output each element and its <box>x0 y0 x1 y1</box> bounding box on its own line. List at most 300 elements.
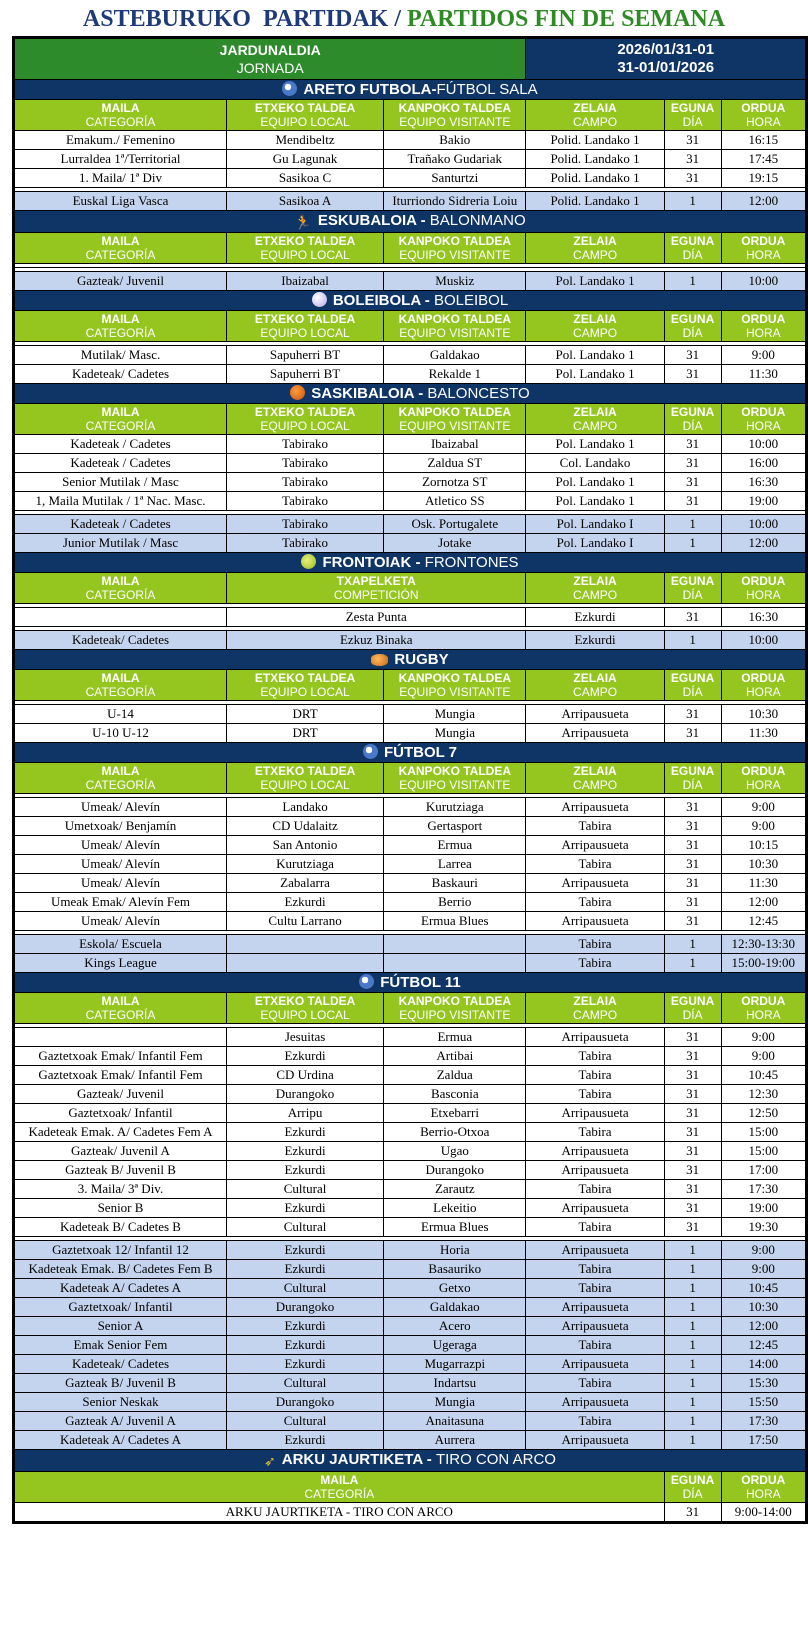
cell-hora: 14:00 <box>721 1355 806 1374</box>
col-visitante-eu: KANPOKO TALDEA <box>398 312 512 326</box>
cell-campo: Polid. Landako 1 <box>526 192 664 211</box>
cell-local: Ezkurdi <box>227 1161 384 1180</box>
col-hora-es: HORA <box>745 326 781 340</box>
col-hora-eu: ORDUA <box>741 312 786 326</box>
col-dia-eu: EGUNA <box>670 764 715 778</box>
col-campo <box>526 993 664 1024</box>
col-hora-eu: ORDUA <box>741 101 786 115</box>
table-row <box>14 1503 807 1523</box>
table-row <box>14 454 807 473</box>
cell-local: Cultural <box>227 1218 384 1237</box>
col-hora <box>721 311 806 342</box>
table-row <box>14 346 807 365</box>
cell-hora: 16:00 <box>721 454 806 473</box>
cell-visitante: Rekalde 1 <box>384 365 526 384</box>
table-row <box>14 169 807 188</box>
cell-dia: 31 <box>664 705 721 724</box>
cell-visitante: Zarautz <box>384 1180 526 1199</box>
cell-campo: Arripausueta <box>526 724 664 743</box>
cell-dia: 31 <box>664 1142 721 1161</box>
cell-hora: 12:00 <box>721 893 806 912</box>
col-hora-eu: ORDUA <box>741 994 786 1008</box>
col-hora-eu: ORDUA <box>741 234 786 248</box>
section-title-bold: ARETO FUTBOLA- <box>303 81 437 98</box>
cell-visitante: Zaldua ST <box>384 454 526 473</box>
cell-campo: Tabira <box>526 1047 664 1066</box>
col-dia-eu: EGUNA <box>670 671 715 685</box>
table-row <box>14 492 807 511</box>
cell-local: Landako <box>227 798 384 817</box>
table-row <box>14 272 807 291</box>
cell-hora: 17:45 <box>721 150 806 169</box>
cell-campo: Pol. Landako I <box>526 515 664 534</box>
col-hora <box>721 670 806 701</box>
col-dia-es: DÍA <box>682 326 703 340</box>
col-hora-es: HORA <box>745 1008 781 1022</box>
cell-campo: Pol. Landako 1 <box>526 492 664 511</box>
col-visitante <box>384 670 526 701</box>
col-campo-es: CAMPO <box>573 115 618 129</box>
cell-local: Arripu <box>227 1104 384 1123</box>
cell-maila <box>14 608 227 627</box>
col-local <box>227 670 384 701</box>
cell-maila: Kadeteak / Cadetes <box>14 435 227 454</box>
table-row <box>14 608 807 627</box>
col-visitante-es: EQUIPO VISITANTE <box>399 419 511 433</box>
cell-dia: 1 <box>664 954 721 973</box>
cell-campo: Arripausueta <box>526 1431 664 1450</box>
table-row <box>14 365 807 384</box>
cell-hora: 12:30 <box>721 1085 806 1104</box>
col-local <box>227 311 384 342</box>
section-title <box>14 291 807 311</box>
table-row <box>14 1279 807 1298</box>
jornada-dates <box>526 38 807 80</box>
cell-maila: ARKU JAURTIKETA - TIRO CON ARCO <box>14 1503 665 1523</box>
col-campo <box>526 670 664 701</box>
cell-dia: 31 <box>664 150 721 169</box>
cell-campo: Arripausueta <box>526 1317 664 1336</box>
col-visitante <box>384 404 526 435</box>
col-maila <box>14 404 227 435</box>
col-local-es: EQUIPO LOCAL <box>260 419 350 433</box>
table-row <box>14 1047 807 1066</box>
col-dia-es: DÍA <box>682 685 703 699</box>
cell-local: Ezkurdi <box>227 1123 384 1142</box>
col-dia <box>664 670 721 701</box>
col-campo <box>526 311 664 342</box>
table-row <box>14 150 807 169</box>
cell-visitante: Ermua <box>384 836 526 855</box>
jornada-label <box>14 38 526 80</box>
cell-maila: Gazteak/ Juvenil <box>14 1085 227 1104</box>
col-hora-eu: ORDUA <box>741 1473 786 1487</box>
table-row <box>14 515 807 534</box>
cell-hora: 9:00 <box>721 1241 806 1260</box>
cell-visitante: Ermua <box>384 1028 526 1047</box>
cell-visitante: Artibai <box>384 1047 526 1066</box>
col-campo-eu: ZELAIA <box>573 671 617 685</box>
cell-local: Tabirako <box>227 534 384 553</box>
cell-dia: 31 <box>664 1085 721 1104</box>
section-futbol11 <box>14 973 807 993</box>
section-title-bold: FRONTOIAK - <box>322 554 425 571</box>
cell-campo: Pol. Landako 1 <box>526 365 664 384</box>
col-campo-es: CAMPO <box>573 248 618 262</box>
cell-campo: Tabira <box>526 1180 664 1199</box>
section-title <box>14 650 807 670</box>
cell-dia: 1 <box>664 1336 721 1355</box>
col-competicion-eu: TXAPELKETA <box>336 574 416 588</box>
col-campo <box>526 763 664 794</box>
cell-dia: 31 <box>664 855 721 874</box>
cell-local: Ezkurdi <box>227 1241 384 1260</box>
cell-hora: 10:45 <box>721 1066 806 1085</box>
cell-campo: Tabira <box>526 855 664 874</box>
section-areto <box>14 80 807 100</box>
cell-maila: Umeak/ Alevín <box>14 874 227 893</box>
col-maila-eu: MAILA <box>101 234 140 248</box>
col-maila-eu: MAILA <box>101 574 140 588</box>
cell-maila: Kadeteak/ Cadetes <box>14 1355 227 1374</box>
cell-campo: Tabira <box>526 1085 664 1104</box>
cell-local <box>227 954 384 973</box>
cell-campo: Ezkurdi <box>526 631 664 650</box>
cell-hora: 9:00 <box>721 798 806 817</box>
cell-hora: 15:00 <box>721 1142 806 1161</box>
section-arku <box>14 1450 807 1472</box>
cell-campo: Arripausueta <box>526 1298 664 1317</box>
cell-dia: 1 <box>664 1393 721 1412</box>
col-local-es: EQUIPO LOCAL <box>260 248 350 262</box>
cell-maila: Emak Senior Fem <box>14 1336 227 1355</box>
col-hora <box>721 100 806 131</box>
archer-icon: ➶ <box>264 1453 276 1469</box>
section-title-bold: FÚTBOL 11 <box>380 974 461 991</box>
table-row <box>14 724 807 743</box>
cell-visitante: Ugao <box>384 1142 526 1161</box>
cell-hora: 10:30 <box>721 705 806 724</box>
header-row-futbol11 <box>14 993 807 1024</box>
cell-local: Ezkurdi <box>227 1047 384 1066</box>
cell-dia: 31 <box>664 346 721 365</box>
col-campo <box>526 233 664 264</box>
col-local-es: EQUIPO LOCAL <box>260 778 350 792</box>
cell-local: Gu Lagunak <box>227 150 384 169</box>
table-row <box>14 836 807 855</box>
cell-local <box>227 935 384 954</box>
cell-dia: 1 <box>664 192 721 211</box>
cell-dia: 31 <box>664 608 721 627</box>
cell-dia: 31 <box>664 893 721 912</box>
col-maila-eu: MAILA <box>101 405 140 419</box>
col-local <box>227 233 384 264</box>
cell-visitante: Ermua Blues <box>384 1218 526 1237</box>
table-row <box>14 534 807 553</box>
cell-competicion: Zesta Punta <box>227 608 526 627</box>
cell-visitante: Ugeraga <box>384 1336 526 1355</box>
cell-hora: 10:30 <box>721 855 806 874</box>
col-maila-es: CATEGORÍA <box>85 778 156 792</box>
cell-visitante: Kurutziaga <box>384 798 526 817</box>
col-dia-eu: EGUNA <box>670 994 715 1008</box>
table-row <box>14 131 807 150</box>
cell-local: Ezkurdi <box>227 1336 384 1355</box>
section-fronto <box>14 553 807 573</box>
jornada-row <box>14 38 807 80</box>
cell-maila: Gaztetxoak 12/ Infantil 12 <box>14 1241 227 1260</box>
col-local-eu: ETXEKO TALDEA <box>254 101 356 115</box>
col-hora <box>721 763 806 794</box>
section-title-bold: RUGBY <box>394 651 449 668</box>
cell-maila: 3. Maila/ 3ª Div. <box>14 1180 227 1199</box>
table-row <box>14 1123 807 1142</box>
table-row <box>14 798 807 817</box>
col-dia <box>664 993 721 1024</box>
cell-campo: Polid. Landako 1 <box>526 150 664 169</box>
section-title-bold: ESKUBALOIA - <box>317 212 430 229</box>
cell-maila: Gazteak B/ Juvenil B <box>14 1161 227 1180</box>
col-maila-es: CATEGORÍA <box>85 1008 156 1022</box>
cell-dia: 1 <box>664 1279 721 1298</box>
col-maila-es: CATEGORÍA <box>85 419 156 433</box>
title-partidos: PARTIDOS FIN DE SEMANA <box>407 6 726 32</box>
col-campo <box>526 573 664 604</box>
volleyball-icon <box>312 292 327 307</box>
col-campo-es: CAMPO <box>573 419 618 433</box>
cell-visitante: Jotake <box>384 534 526 553</box>
col-visitante-eu: KANPOKO TALDEA <box>398 234 512 248</box>
table-row <box>14 705 807 724</box>
cell-visitante: Mungia <box>384 724 526 743</box>
cell-visitante: Mungia <box>384 1393 526 1412</box>
cell-campo: Arripausueta <box>526 836 664 855</box>
cell-dia: 1 <box>664 935 721 954</box>
col-visitante-es: EQUIPO VISITANTE <box>399 1008 511 1022</box>
cell-hora: 12:00 <box>721 1317 806 1336</box>
soccer-ball-icon <box>363 744 378 759</box>
col-maila-eu: MAILA <box>101 312 140 326</box>
section-futbol7 <box>14 743 807 763</box>
col-dia-es: DÍA <box>682 778 703 792</box>
cell-local: Durangoko <box>227 1298 384 1317</box>
cell-dia: 31 <box>664 817 721 836</box>
cell-maila: Kadeteak A/ Cadetes A <box>14 1279 227 1298</box>
cell-campo: Pol. Landako 1 <box>526 272 664 291</box>
col-campo-eu: ZELAIA <box>573 101 617 115</box>
cell-maila: Senior Mutilak / Masc <box>14 473 227 492</box>
jornada-label-es: JORNADA <box>236 60 304 76</box>
col-dia-es: DÍA <box>682 248 703 262</box>
cell-dia: 31 <box>664 1161 721 1180</box>
table-row <box>14 1355 807 1374</box>
table-row <box>14 935 807 954</box>
cell-dia: 31 <box>664 435 721 454</box>
section-title <box>14 211 807 233</box>
col-hora-eu: ORDUA <box>741 574 786 588</box>
col-visitante-es: EQUIPO VISITANTE <box>399 778 511 792</box>
col-campo <box>526 404 664 435</box>
col-visitante-es: EQUIPO VISITANTE <box>399 115 511 129</box>
col-campo-es: CAMPO <box>573 326 618 340</box>
col-hora-es: HORA <box>745 419 781 433</box>
cell-visitante: Baskauri <box>384 874 526 893</box>
cell-dia: 1 <box>664 1241 721 1260</box>
schedule-table <box>12 36 808 1524</box>
section-title-normal: TIRO CON ARCO <box>435 1451 556 1468</box>
table-row <box>14 912 807 931</box>
cell-campo: Arripausueta <box>526 1355 664 1374</box>
cell-local: Cultural <box>227 1412 384 1431</box>
cell-dia: 1 <box>664 1298 721 1317</box>
cell-campo: Tabira <box>526 1412 664 1431</box>
cell-maila: Gaztetxoak Emak/ Infantil Fem <box>14 1047 227 1066</box>
cell-dia: 31 <box>664 365 721 384</box>
cell-maila: Umeak/ Alevín <box>14 855 227 874</box>
cell-maila: 1. Maila/ 1ª Div <box>14 169 227 188</box>
cell-visitante: Berrio <box>384 893 526 912</box>
cell-local: Jesuitas <box>227 1028 384 1047</box>
col-dia-eu: EGUNA <box>670 1473 715 1487</box>
cell-hora: 17:50 <box>721 1431 806 1450</box>
cell-local: Ezkurdi <box>227 1199 384 1218</box>
col-visitante <box>384 311 526 342</box>
cell-campo: Tabira <box>526 817 664 836</box>
jornada-dates-1: 2026/01/31-01 <box>617 41 715 58</box>
cell-maila: Umeak/ Alevín <box>14 912 227 931</box>
cell-local: Cultural <box>227 1279 384 1298</box>
cell-dia: 31 <box>664 1104 721 1123</box>
section-title <box>14 384 807 404</box>
cell-campo: Tabira <box>526 1260 664 1279</box>
cell-dia: 1 <box>664 1260 721 1279</box>
col-dia <box>664 763 721 794</box>
col-hora <box>721 993 806 1024</box>
cell-visitante: Basconia <box>384 1085 526 1104</box>
section-rugby <box>14 650 807 670</box>
cell-hora: 15:30 <box>721 1374 806 1393</box>
cell-maila: Senior A <box>14 1317 227 1336</box>
cell-dia: 31 <box>664 836 721 855</box>
table-row <box>14 1336 807 1355</box>
cell-local: Ezkurdi <box>227 893 384 912</box>
cell-campo: Tabira <box>526 954 664 973</box>
cell-dia: 31 <box>664 912 721 931</box>
col-visitante-es: EQUIPO VISITANTE <box>399 685 511 699</box>
col-maila-eu: MAILA <box>101 764 140 778</box>
cell-maila: Kadeteak B/ Cadetes B <box>14 1218 227 1237</box>
cell-visitante: Zaldua <box>384 1066 526 1085</box>
cell-dia: 1 <box>664 1374 721 1393</box>
col-maila-es: CATEGORÍA <box>85 248 156 262</box>
cell-maila: Lurraldea 1ª/Territorial <box>14 150 227 169</box>
cell-hora: 16:15 <box>721 131 806 150</box>
col-hora-es: HORA <box>745 588 781 602</box>
cell-local: Ezkurdi <box>227 1142 384 1161</box>
cell-dia: 1 <box>664 1355 721 1374</box>
cell-campo: Tabira <box>526 1336 664 1355</box>
cell-local: Zabalarra <box>227 874 384 893</box>
cell-visitante: Anaitasuna <box>384 1412 526 1431</box>
cell-hora: 17:30 <box>721 1180 806 1199</box>
table-row <box>14 1431 807 1450</box>
cell-local: Mendibeltz <box>227 131 384 150</box>
section-title-normal: BALONCESTO <box>427 385 530 402</box>
col-visitante <box>384 100 526 131</box>
cell-hora: 12:50 <box>721 1104 806 1123</box>
col-maila <box>14 670 227 701</box>
col-campo-es: CAMPO <box>573 778 618 792</box>
cell-local: Tabirako <box>227 435 384 454</box>
title-asteburuko: ASTEBURUKO <box>82 6 251 32</box>
header-row-futbol7 <box>14 763 807 794</box>
cell-local: Ezkurdi <box>227 1355 384 1374</box>
col-campo-es: CAMPO <box>573 685 618 699</box>
table-row <box>14 874 807 893</box>
header-row-saski <box>14 404 807 435</box>
pelota-ball-icon <box>301 554 316 569</box>
cell-local: Cultural <box>227 1180 384 1199</box>
table-row <box>14 1142 807 1161</box>
table-row <box>14 435 807 454</box>
section-saski <box>14 384 807 404</box>
cell-campo: Tabira <box>526 1374 664 1393</box>
col-maila <box>14 993 227 1024</box>
cell-local: Durangoko <box>227 1085 384 1104</box>
cell-campo: Arripausueta <box>526 705 664 724</box>
col-dia-es: DÍA <box>682 588 703 602</box>
cell-local: Durangoko <box>227 1393 384 1412</box>
cell-dia: 31 <box>664 724 721 743</box>
table-row <box>14 817 807 836</box>
cell-hora: 19:00 <box>721 1199 806 1218</box>
col-maila-eu: MAILA <box>101 994 140 1008</box>
cell-maila: Kadeteak/ Cadetes <box>14 631 227 650</box>
col-dia-es: DÍA <box>682 115 703 129</box>
col-visitante <box>384 763 526 794</box>
col-maila <box>14 763 227 794</box>
table-row <box>14 893 807 912</box>
cell-visitante <box>384 935 526 954</box>
table-row <box>14 1028 807 1047</box>
table-row <box>14 1180 807 1199</box>
cell-visitante: Osk. Portugalete <box>384 515 526 534</box>
cell-visitante: Bakio <box>384 131 526 150</box>
cell-maila <box>14 1028 227 1047</box>
soccer-ball-icon <box>359 974 374 989</box>
cell-hora: 10:45 <box>721 1279 806 1298</box>
cell-campo: Arripausueta <box>526 1241 664 1260</box>
handball-player-icon: 🏃 <box>294 214 312 230</box>
cell-campo: Arripausueta <box>526 874 664 893</box>
cell-maila: Mutilak/ Masc. <box>14 346 227 365</box>
cell-local: Ezkurdi <box>227 1431 384 1450</box>
col-campo-eu: ZELAIA <box>573 405 617 419</box>
col-campo-eu: ZELAIA <box>573 574 617 588</box>
col-dia-eu: EGUNA <box>670 312 715 326</box>
table-row <box>14 1104 807 1123</box>
cell-hora: 19:30 <box>721 1218 806 1237</box>
cell-visitante: Larrea <box>384 855 526 874</box>
cell-maila: Gaztetxoak/ Infantil <box>14 1104 227 1123</box>
cell-dia: 31 <box>664 798 721 817</box>
col-maila <box>14 1472 665 1503</box>
cell-campo: Arripausueta <box>526 912 664 931</box>
cell-maila: Kadeteak/ Cadetes <box>14 365 227 384</box>
cell-maila: Kadeteak / Cadetes <box>14 454 227 473</box>
jornada-label-eu: JARDUNALDIA <box>219 42 321 58</box>
col-maila <box>14 311 227 342</box>
